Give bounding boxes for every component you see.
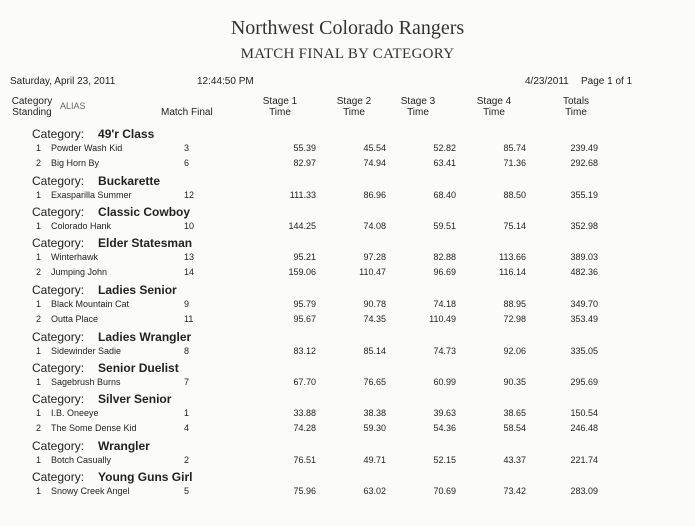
category-name: Senior Duelist [98, 361, 179, 375]
stage-time-cell: 76.65 [363, 377, 386, 387]
category-name: 49'r Class [98, 127, 155, 141]
total-time-cell: 353.49 [570, 314, 598, 324]
stage-time-cell: 83.12 [293, 346, 316, 356]
report-subtitle: MATCH FINAL BY CATEGORY [240, 46, 455, 62]
alias-cell: Big Horn By [51, 158, 100, 168]
match-final-cell: 13 [184, 252, 195, 262]
stage-time-cell: 60.99 [433, 377, 456, 387]
match-final-cell: 11 [184, 314, 194, 324]
report-title: Northwest Colorado Rangers [230, 17, 465, 39]
table-row [0, 221, 695, 233]
stage-time-cell: 73.42 [503, 486, 526, 496]
match-final-cell: 12 [184, 190, 195, 200]
total-time-cell: 482.36 [570, 267, 598, 277]
category-prefix: Category: [32, 283, 85, 297]
alias-cell: Exasparilla Summer [51, 190, 132, 200]
col-header-category-line2: Standing [12, 107, 52, 118]
category-prefix: Category: [32, 330, 85, 344]
stage-time-cell: 38.38 [363, 408, 386, 418]
alias-cell: Outta Place [51, 314, 99, 324]
stage-time-cell: 55.39 [293, 143, 316, 153]
standing-cell: 2 [36, 267, 42, 277]
table-row [0, 190, 695, 202]
stage-time-cell: 63.41 [433, 158, 456, 168]
total-time-cell: 221.74 [570, 455, 598, 465]
total-time-cell: 389.03 [570, 252, 598, 262]
category-name: Buckarette [98, 174, 161, 188]
alias-cell: Botch Casually [51, 455, 112, 465]
match-final-cell: 7 [184, 377, 190, 387]
stage-time-cell: 52.15 [433, 455, 456, 465]
match-final-cell: 9 [184, 299, 190, 309]
stage-time-cell: 59.30 [363, 423, 386, 433]
category-prefix: Category: [32, 236, 85, 250]
stage-time-cell: 71.36 [503, 158, 526, 168]
category-name: Silver Senior [98, 392, 172, 406]
stage-time-cell: 82.88 [433, 252, 456, 262]
stage-time-cell: 63.02 [363, 486, 386, 496]
standing-cell: 1 [36, 408, 42, 418]
category-prefix: Category: [32, 174, 85, 188]
col-header-match-final: Match Final [161, 107, 213, 118]
stage-time-cell: 96.69 [433, 267, 456, 277]
standing-cell: 1 [36, 221, 42, 231]
col-header-stage1 [258, 96, 302, 118]
col-header-stage3 [396, 96, 440, 118]
col-header-stage4-line2: Time [483, 107, 505, 118]
col-header-category [6, 96, 58, 118]
stage-time-cell: 110.49 [429, 314, 456, 324]
table-row [0, 423, 695, 435]
alias-cell: Sagebrush Burns [51, 377, 121, 387]
category-name: Classic Cowboy [98, 205, 191, 219]
category-heading [32, 205, 190, 219]
alias-cell: Snowy Creek Angel [51, 486, 130, 496]
standing-cell: 1 [36, 252, 42, 262]
standing-cell: 1 [36, 455, 42, 465]
table-row [0, 267, 695, 279]
stage-time-cell: 33.88 [293, 408, 316, 418]
alias-cell: Sidewinder Sadie [51, 346, 122, 356]
category-heading [32, 470, 192, 484]
category-heading [32, 127, 154, 141]
category-name: Elder Statesman [98, 236, 193, 250]
category-prefix: Category: [32, 361, 85, 375]
col-header-stage2-line2: Time [343, 107, 365, 118]
col-header-totals-line2: Time [565, 107, 587, 118]
category-name: Young Guns Girl [98, 470, 193, 484]
match-final-cell: 4 [184, 423, 190, 433]
category-heading [32, 236, 192, 250]
stage-time-cell: 72.98 [503, 314, 526, 324]
match-final-cell: 10 [184, 221, 195, 231]
stage-time-cell: 70.69 [433, 486, 456, 496]
alias-cell: Colorado Hank [51, 221, 112, 231]
stage-time-cell: 95.21 [293, 252, 316, 262]
stage-time-cell: 75.14 [503, 221, 526, 231]
standing-cell: 1 [36, 299, 42, 309]
category-heading [32, 392, 171, 406]
page-number: Page 1 of 1 [581, 76, 633, 87]
standing-cell: 2 [36, 314, 42, 324]
match-final-cell: 2 [184, 455, 190, 465]
standing-cell: 1 [36, 190, 42, 200]
standing-cell: 1 [36, 486, 42, 496]
stage-time-cell: 49.71 [363, 455, 386, 465]
category-heading [32, 174, 160, 188]
col-header-category-line1: Category [11, 96, 53, 107]
match-final-cell: 3 [184, 143, 190, 153]
category-heading [32, 330, 191, 344]
category-prefix: Category: [32, 470, 85, 484]
stage-time-cell: 67.70 [293, 377, 316, 387]
total-time-cell: 335.05 [570, 346, 598, 356]
stage-time-cell: 85.14 [363, 346, 386, 356]
standing-cell: 2 [36, 158, 42, 168]
alias-cell: Powder Wash Kid [51, 143, 123, 153]
col-header-alias: ALIAS [60, 101, 86, 111]
category-name: Ladies Senior [98, 283, 177, 297]
stage-time-cell: 38.65 [503, 408, 526, 418]
stage-time-cell: 45.54 [363, 143, 386, 153]
stage-time-cell: 74.73 [433, 346, 456, 356]
total-time-cell: 246.48 [570, 423, 598, 433]
stage-time-cell: 52.82 [433, 143, 456, 153]
category-heading [32, 361, 179, 375]
table-row [0, 455, 695, 467]
category-prefix: Category: [32, 127, 85, 141]
col-header-stage2 [332, 96, 376, 118]
total-time-cell: 283.09 [570, 486, 598, 496]
col-header-stage4 [472, 96, 516, 118]
match-final-cell: 14 [184, 267, 195, 277]
table-row [0, 346, 695, 358]
stage-time-cell: 74.35 [363, 314, 386, 324]
table-row [0, 252, 695, 264]
category-prefix: Category: [32, 205, 85, 219]
standing-cell: 2 [36, 423, 42, 433]
category-prefix: Category: [32, 439, 85, 453]
stage-time-cell: 74.08 [363, 221, 386, 231]
alias-cell: I.B. Oneeye [51, 408, 99, 418]
col-header-stage1-line1: Stage 1 [262, 96, 298, 107]
alias-cell: The Some Dense Kid [51, 423, 137, 433]
stage-time-cell: 95.67 [293, 314, 316, 324]
category-prefix: Category: [32, 392, 85, 406]
stage-time-cell: 43.37 [503, 455, 526, 465]
total-time-cell: 295.69 [570, 377, 598, 387]
category-heading [32, 283, 177, 297]
stage-time-cell: 113.66 [499, 252, 526, 262]
stage-time-cell: 75.96 [293, 486, 316, 496]
match-final-cell: 8 [184, 346, 190, 356]
stage-time-cell: 144.25 [288, 221, 316, 231]
stage-time-cell: 110.47 [359, 267, 386, 277]
category-name: Ladies Wrangler [98, 330, 192, 344]
stage-time-cell: 68.40 [433, 190, 456, 200]
stage-time-cell: 111.33 [289, 190, 316, 200]
report-date: Saturday, April 23, 2011 [10, 76, 116, 87]
match-final-cell: 1 [184, 408, 190, 418]
stage-time-cell: 116.14 [499, 267, 526, 277]
alias-cell: Black Mountain Cat [51, 299, 130, 309]
stage-time-cell: 74.28 [293, 423, 316, 433]
table-row [0, 377, 695, 389]
total-time-cell: 352.98 [570, 221, 598, 231]
col-header-stage3-line2: Time [407, 107, 429, 118]
stage-time-cell: 54.36 [433, 423, 456, 433]
stage-time-cell: 92.06 [503, 346, 526, 356]
table-row [0, 158, 695, 170]
stage-time-cell: 88.95 [503, 299, 526, 309]
table-row [0, 143, 695, 155]
match-final-cell: 6 [184, 158, 190, 168]
table-row [0, 486, 695, 498]
stage-time-cell: 58.54 [503, 423, 526, 433]
standing-cell: 1 [36, 377, 42, 387]
report-time: 12:44:50 PM [197, 76, 254, 87]
table-row [0, 299, 695, 311]
col-header-totals-line1: Totals [562, 96, 590, 107]
stage-time-cell: 39.63 [433, 408, 456, 418]
stage-time-cell: 85.74 [503, 143, 526, 153]
report-short-date: 4/23/2011 [525, 76, 569, 87]
total-time-cell: 150.54 [570, 408, 598, 418]
alias-cell: Jumping John [51, 267, 108, 277]
total-time-cell: 292.68 [570, 158, 598, 168]
stage-time-cell: 59.51 [433, 221, 456, 231]
standing-cell: 1 [36, 143, 42, 153]
category-name: Wrangler [98, 439, 150, 453]
total-time-cell: 355.19 [570, 190, 598, 200]
match-final-cell: 5 [184, 486, 190, 496]
col-header-stage1-line2: Time [269, 107, 291, 118]
col-header-totals [554, 96, 598, 118]
stage-time-cell: 86.96 [363, 190, 386, 200]
stage-time-cell: 97.28 [363, 252, 386, 262]
total-time-cell: 239.49 [570, 143, 598, 153]
stage-time-cell: 76.51 [293, 455, 316, 465]
stage-time-cell: 90.35 [503, 377, 526, 387]
alias-cell: Winterhawk [51, 252, 99, 262]
category-heading [32, 439, 150, 453]
stage-time-cell: 159.06 [288, 267, 316, 277]
stage-time-cell: 74.94 [363, 158, 386, 168]
stage-time-cell: 95.79 [293, 299, 316, 309]
stage-time-cell: 74.18 [433, 299, 456, 309]
col-header-stage2-line1: Stage 2 [336, 96, 372, 107]
table-row [0, 314, 695, 326]
stage-time-cell: 82.97 [293, 158, 316, 168]
total-time-cell: 349.70 [570, 299, 598, 309]
standing-cell: 1 [36, 346, 42, 356]
table-row [0, 408, 695, 420]
col-header-stage4-line1: Stage 4 [476, 96, 512, 107]
stage-time-cell: 90.78 [363, 299, 386, 309]
stage-time-cell: 88.50 [503, 190, 526, 200]
col-header-stage3-line1: Stage 3 [400, 96, 436, 107]
